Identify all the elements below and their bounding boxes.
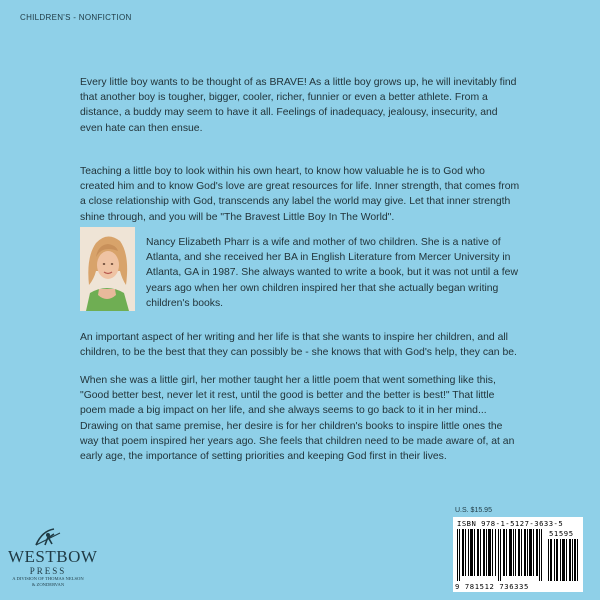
- isbn-text: ISBN 978-1-5127-3633-5: [457, 519, 564, 528]
- blurb-paragraph-1: Every little boy wants to be thought of as BRAVE! As a little boy grows up, he will inevitably find that another boy is tougher, bigger, cooler, richer, funnier or even a better athlete. From a distance, a buddy may seem to have it all. Feelings of inadequacy, jealousy, insecurity, and even hate can then ensue.: [80, 77, 517, 134]
- author-bio: Nancy Elizabeth Pharr is a wife and mother of two children. She is a native of Atlanta, and she received her BA in English Literature from Mercer University in Atlanta, GA in 1987. She always wanted to write a book, but it was not until a few years ago when her own children inspired her that she actually began writing children's books.: [146, 237, 518, 309]
- addon-text: 51595: [549, 529, 574, 538]
- publisher-division-line2: & ZONDERVAN: [31, 581, 65, 587]
- publisher-press: PRESS: [29, 566, 67, 576]
- archer-icon: [32, 527, 64, 547]
- blurb-paragraph-4: An important aspect of her writing and her life is that she wants to inspire her children, and all children, to be the best that they can possibly be - she knows that with God's help, they can be.: [80, 332, 517, 359]
- price-label: U.S. $15.95: [455, 507, 492, 514]
- blurb-paragraph-5: When she was a little girl, her mother taught her a little poem that went something like this, "Good better best, never let it rest, until the good is better and the better is best!" That little poem made a big impact on her life, and she always seems to go back to it in her mind... Drawing on that same premise, her desire is for her children's books to inspire little ones the way that poem inspired her years ago. She feels that children need to be made aware of, at an early age, the importance of setting priorities and keeping God first in their lives.: [80, 375, 515, 463]
- publisher-logo: [8, 527, 98, 587]
- addon-barcode-bars: [548, 539, 578, 581]
- publisher-division-line1: A DIVISION OF THOMAS NELSON: [12, 576, 84, 581]
- category-label: CHILDREN'S - NONFICTION: [20, 13, 132, 22]
- publisher-brand: WESTBOW: [8, 547, 98, 566]
- main-barcode-bars: [457, 529, 543, 581]
- blurb-paragraph-2: Teaching a little boy to look within his own heart, to know how valuable he is to God who created him and to know God's love are great resources for life. Inner strength, that comes from a close relationship with God, transcends any label the world may give. Let that inner strength shine through, and you will be "The Bravest Little Boy In The World".: [80, 166, 520, 223]
- author-photo: [80, 227, 135, 311]
- ean-text: 9 781512 736335: [455, 582, 529, 591]
- isbn-barcode: [453, 517, 583, 592]
